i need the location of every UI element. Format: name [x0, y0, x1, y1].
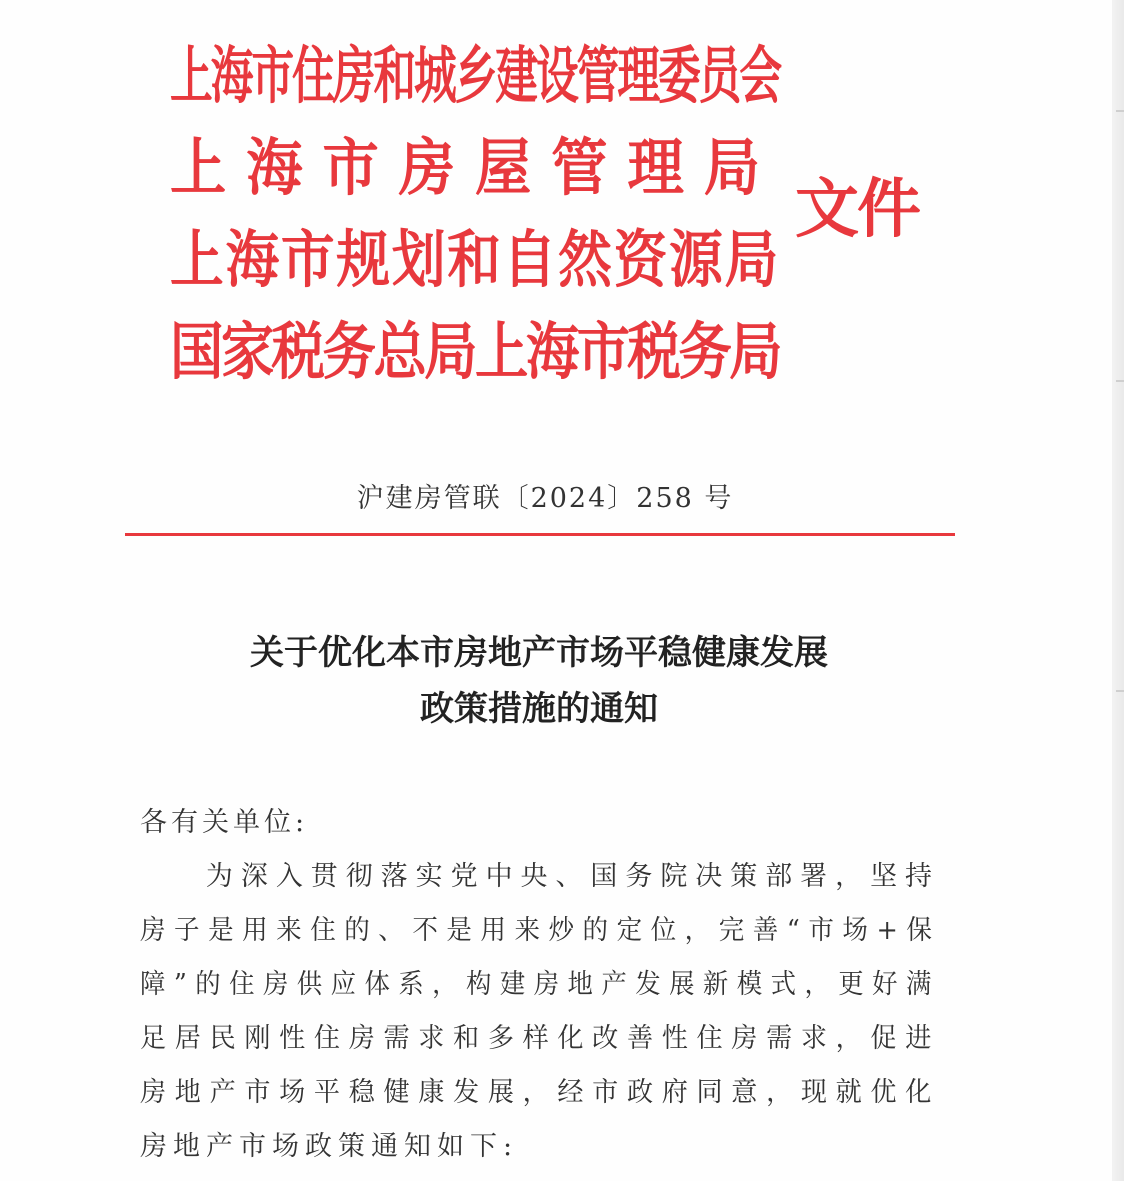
title-line: 关于优化本市房地产市场平稳健康发展: [250, 633, 828, 673]
body-line: 房地产市场政策通知如下:: [140, 1131, 519, 1162]
red-divider-line: [125, 533, 955, 536]
page-edge: [1112, 0, 1124, 1181]
document-number: 沪建房管联〔2024〕258 号: [356, 483, 734, 514]
body-line: 障”的住房供应体系，构建房地产发展新模式，更好满: [140, 969, 940, 1000]
document-title: [0, 625, 1078, 737]
edge-mark: [1116, 380, 1124, 382]
edge-mark: [1116, 690, 1124, 692]
issuer-name: 上海市规划和自然资源局: [170, 223, 781, 296]
issuer-name: 上海市住房和城乡建设管理委员会: [170, 39, 781, 112]
body-line: 房子是用来住的、不是用来炒的定位，完善“市场+保: [140, 915, 941, 946]
body-line: 足居民刚性住房需求和多样化改善性住房需求，促进: [140, 1023, 940, 1054]
salutation: 各有关单位:: [140, 807, 309, 838]
issuer-block: [170, 30, 790, 398]
title-line: 政策措施的通知: [420, 689, 658, 729]
document-type-label: 文件: [795, 173, 919, 247]
issuer-name: 国家税务总局上海市税务局: [170, 315, 781, 388]
body-line: 房地产市场平稳健康发展，经市政府同意，现就优化: [140, 1077, 940, 1108]
body-line: 为深入贯彻落实党中央、国务院决策部署，坚持: [205, 861, 940, 892]
issuer-name: 上海市房屋管理局: [170, 131, 781, 204]
body-paragraph: [140, 850, 940, 1174]
edge-mark: [1116, 110, 1124, 112]
